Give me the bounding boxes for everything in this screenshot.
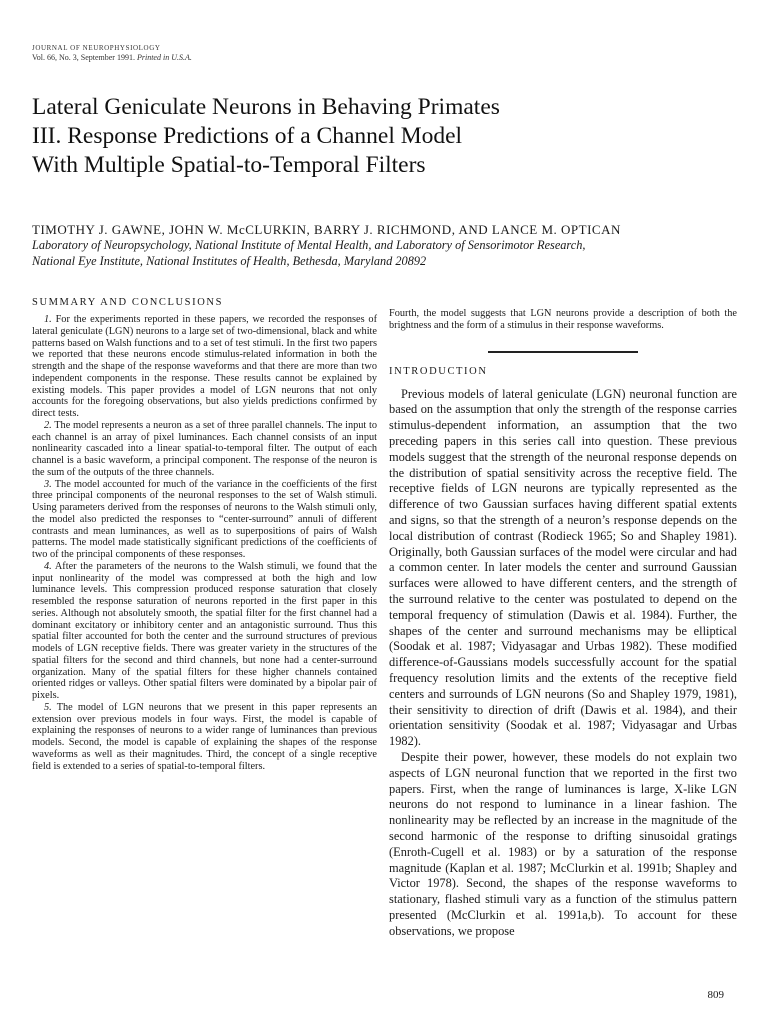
journal-header: [32, 43, 192, 63]
journal-printed: Printed in U.S.A.: [136, 53, 192, 62]
journal-name: JOURNAL OF NEUROPHYSIOLOGY: [32, 44, 161, 52]
introduction-heading: INTRODUCTION: [389, 365, 488, 377]
introduction-paragraph-2: Despite their power, however, these models do not explain two aspects of LGN neuronal function that we reported in the first two papers. First, when the range of luminances is large, X-like LGN neurons do not respond to luminance in a linear fashion. The nonlinearity may be reflected by an increase in the magnitude of the second harmonic of the response to drifting sinusoidal gratings (Enroth-Cugell et al. 1983) or by a saturation of the response magnitude (Kaplan et al. 1987; McClurkin et al. 1991b; Shapley and Victor 1978). Second, the shapes of the response waveforms to stationary, flashed stimuli vary as a function of the stimulus pattern presented (McClurkin et al. 1991a,b). To account for these observations, we propose: [389, 749, 737, 938]
paragraph-number: 5.: [44, 701, 52, 713]
paragraph-text: The model accounted for much of the variance in the coefficients of the first three principal components of the neuronal responses to the set of Walsh stimuli. Using parameters derived from the responses of neurons to the Walsh stimuli only, the model also predicted the responses to “center-surround” annuli of different contrasts and mean luminances, as well as to superpositions of pairs of Walsh patterns. The model made statistically significant predictions of the coefficients of two of the principal components of these responses.: [32, 478, 378, 560]
introduction-paragraph-1: Previous models of lateral geniculate (LGN) neuronal function are based on the assumption that only the strength of the response carries stimulus-dependent information, an assumption that the two preceding papers in this series call into question. These previous models suggest that the strength of the neuronal response depends on the distribution of spatial sensitivity across the receptive field. The receptive fields of LGN neurons are typically represented as the difference of two Gaussian surfaces having different spatial extents and signs, so that the strength of a neuron’s response depends on the local distribution of contrast (Rodieck 1965; So and Shapley 1981). Originally, both Gaussian surfaces of the model were circular and had a common center. In later models the center and surround Gaussian surfaces were allowed to have different centers, and the strength of the surround relative to the center was postulated to depend on the temporal frequency of stimulation (Dawis et al. 1984). Further, the shapes of the center and surround mechanisms may be elliptical (Soodak et al. 1987; Vidyasagar and Urbas 1982). These modified difference-of-Gaussians models successfully account for the spatial frequency resolution limits and the extents of the receptive field centers and surrounds of LGN neurons (So and Shapley 1979, 1981), their sensitivity to direction of drift (Dawis et al. 1984), and their orientation sensitivity (Soodak et al. 1987; Vidyasagar and Urbas 1982).: [389, 386, 737, 749]
affiliation-line-1: Laboratory of Neuropsychology, National Institute of Mental Health, and Laboratory of Sensorimotor Research,: [32, 238, 586, 252]
article-title: [32, 93, 732, 180]
title-line-3: With Multiple Spatial-to-Temporal Filters: [32, 152, 426, 178]
right-column: [389, 308, 737, 939]
title-line-2: III. Response Predictions of a Channel Model: [32, 123, 463, 149]
summary-heading: SUMMARY AND CONCLUSIONS: [32, 297, 224, 308]
introduction-body: [389, 387, 737, 940]
paragraph-text: The model represents a neuron as a set of three parallel channels. The input to each channel is an array of pixel luminances. Each channel consists of an input nonlinearity cascaded into a linear spatial-to-temporal filter. The output of each channel is a basic waveform, a principal component. The response of the neuron is the sum of the outputs of the three channels.: [32, 419, 378, 478]
journal-volume-line: [32, 53, 192, 63]
journal-volume: Vol. 66, No. 3, September 1991.: [32, 53, 135, 62]
paragraph-number: 4.: [44, 560, 52, 572]
summary-paragraph-5: [32, 702, 377, 773]
page-number: 809: [707, 989, 724, 1001]
title-line-1: Lateral Geniculate Neurons in Behaving Primates: [32, 94, 500, 120]
affiliation-line-2: National Eye Institute, National Institutes of Health, Bethesda, Maryland 20892: [32, 253, 427, 268]
summary-paragraph-1: [32, 314, 377, 420]
summary-continued: Fourth, the model suggests that LGN neurons provide a description of both the brightness and the form of a stimulus in their response waveforms.: [389, 308, 737, 331]
summary-paragraph-3: [32, 479, 377, 561]
summary-paragraph-4: [32, 561, 377, 702]
paragraph-text: The model of LGN neurons that we present in this paper represents an extension over previous models in four ways. First, the model is capable of explaining the responses of neurons to a wider range of luminances than previous models. Second, the model is capable of explaining the shapes of the response waveforms as well as their magnitudes. Third, the concept of a single receptive field is extended to a series of spatial-to-temporal filters.: [32, 701, 377, 772]
author-list: TIMOTHY J. GAWNE, JOHN W. McCLURKIN, BARRY J. RICHMOND, AND LANCE M. OPTICAN: [32, 222, 621, 237]
paragraph-number: 1.: [44, 314, 52, 325]
left-column: [32, 297, 377, 772]
summary-paragraph-2: [32, 420, 377, 479]
affiliation: [32, 238, 737, 269]
paragraph-number: 2.: [44, 419, 52, 431]
paragraph-text: For the experiments reported in these papers, we recorded the responses of lateral geniculate (LGN) neurons to a large set of two-dimensional, black and white patterns based on Walsh functions and to a set of test stimuli. In the first two papers we reported that these neurons encode stimulus-related information in both the strength and the shape of the response waveforms and that there are more than two independent components in the response. These results cannot be explained by existing models. This paper provides a model of LGN neurons that not only accounts for the foregoing observations, but also yields predictions confirmed by direct tests.: [32, 314, 377, 419]
paragraph-number: 3.: [44, 478, 52, 490]
section-divider: [488, 351, 638, 353]
paragraph-text: After the parameters of the neurons to the Walsh stimuli, we found that the input nonlinearity of the model was compressed at both the high and low luminance levels. This compression produced response saturation that closely resembled the response saturation of neurons reported in the first paper in this series. Although not absolutely smooth, the spatial filter for the first channel had a dominant excitatory or inhibitory center and an antagonistic surround. Thus this spatial filter accounted for both the center and the surround structures of previous models of LGN receptive fields. There was greater variety in the structures of the spatial filters for the second and third channels, but none had a center-surround organization. Many of the spatial filters for these higher channels contained oriented ridges or valleys. Other spatial filters were dominated by a bipolar pair of pixels.: [32, 560, 377, 701]
